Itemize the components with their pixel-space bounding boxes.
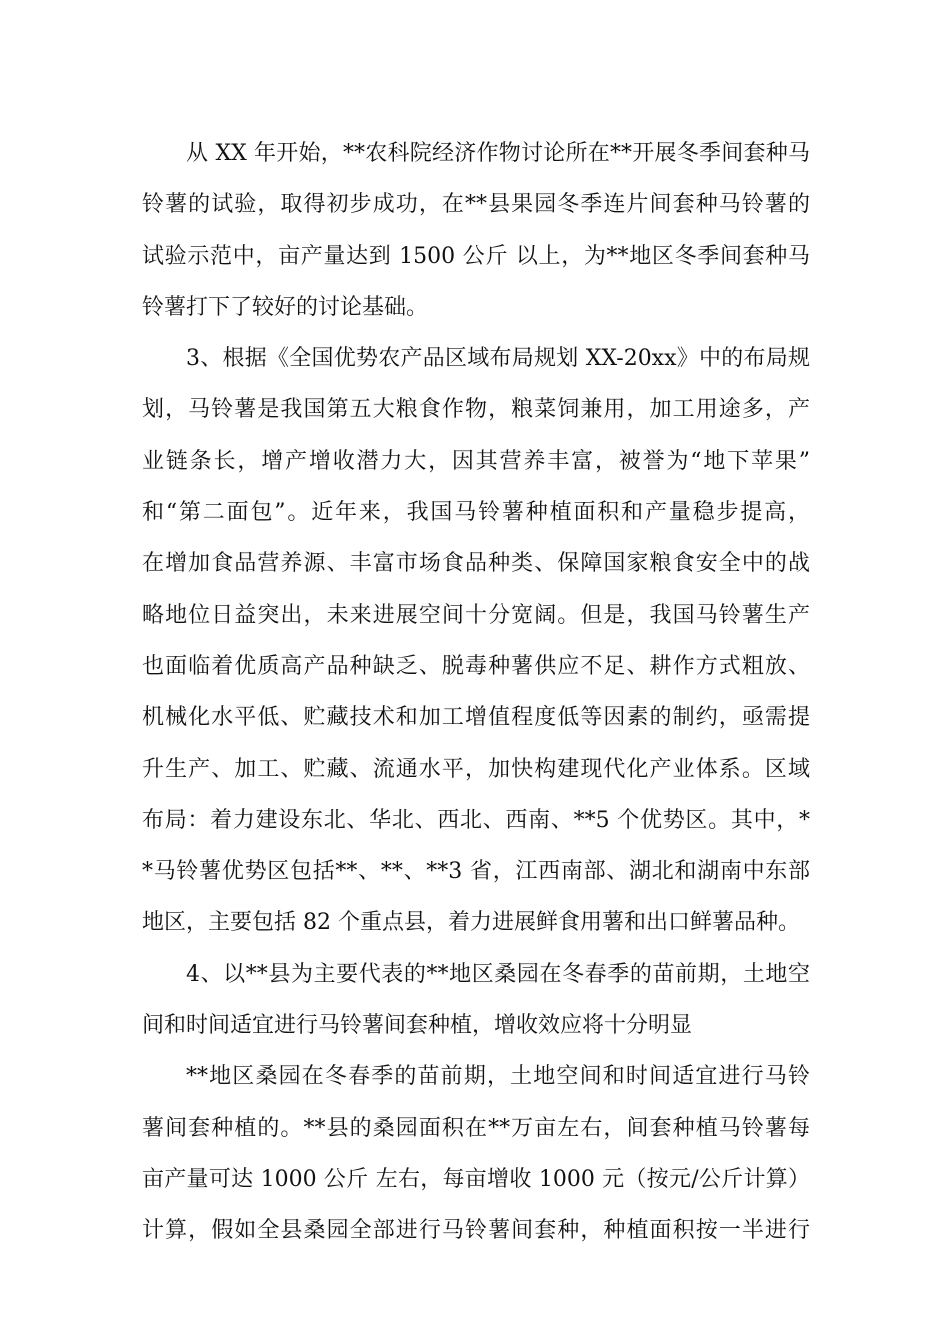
text-line: 布局：着力建设东北、华北、西北、西南、**5 个优势区。其中，* [142, 807, 810, 833]
text-line: 从 XX 年开始，**农科院经济作物讨论所在**开展冬季间套种马 [186, 141, 810, 166]
paragraph-2 [142, 333, 810, 949]
body-text [142, 128, 810, 1257]
text-line: 升生产、加工、贮藏、流通水平，加快构建现代化产业体系。区域 [142, 756, 810, 782]
text-line: 试验示范中，亩产量达到 1500 公斤 以上，为**地区冬季间套种马 [142, 243, 810, 269]
text-line: 和“第二面包”。近年来，我国马铃薯种植面积和产量稳步提高， [142, 500, 810, 526]
text-line: 地区，主要包括 82 个重点县，着力进展鲜食用薯和出口鲜薯品种。 [142, 910, 800, 936]
text-line: 亩产量可达 1000 公斤 左右，每亩增收 1000 元（按元/公斤计算） [142, 1166, 810, 1192]
paragraph-3 [142, 949, 810, 1052]
text-line: 在增加食品营养源、丰富市场食品种类、保障国家粮食安全中的战 [142, 551, 810, 577]
text-line: 4、以**县为主要代表的**地区桑园在冬春季的苗前期，土地空 [186, 961, 810, 987]
text-line: **地区桑园在冬春季的苗前期，土地空间和时间适宜进行马铃 [186, 1064, 810, 1090]
text-line: 业链条长，增产增收潜力大，因其营养丰富，被誉为“地下苹果” [142, 448, 810, 474]
text-line: 铃薯打下了较好的讨论基础。 [142, 294, 429, 320]
text-line: 划，马铃薯是我国第五大粮食作物，粮菜饲兼用，加工用途多，产 [142, 397, 810, 423]
text-line: 机械化水平低、贮藏技术和加工增值程度低等因素的制约，亟需提 [142, 705, 810, 731]
text-line: 计算，假如全县桑园全部进行马铃薯间套种，种植面积按一半进行 [142, 1218, 810, 1244]
paragraph-4 [142, 1051, 810, 1256]
text-line: 略地位日益突出，未来进展空间十分宽阔。但是，我国马铃薯生产 [142, 602, 810, 628]
text-line: 也面临着优质高产品种缺乏、脱毒种薯供应不足、耕作方式粗放、 [142, 653, 810, 679]
text-line: 3、根据《全国优势农产品区域布局规划 XX-20xx》中的布局规 [186, 346, 810, 372]
text-line: 间和时间适宜进行马铃薯间套种植，增收效应将十分明显 [142, 1013, 693, 1039]
paragraph-1 [142, 128, 810, 333]
text-line: 铃薯的试验，取得初步成功，在**县果园冬季连片间套种马铃薯的 [142, 192, 810, 218]
text-line: 薯间套种植的。**县的桑园面积在**万亩左右，间套种植马铃薯每 [142, 1115, 810, 1141]
text-line: *马铃薯优势区包括**、**、**3 省，江西南部、湖北和湖南中东部 [142, 859, 810, 885]
